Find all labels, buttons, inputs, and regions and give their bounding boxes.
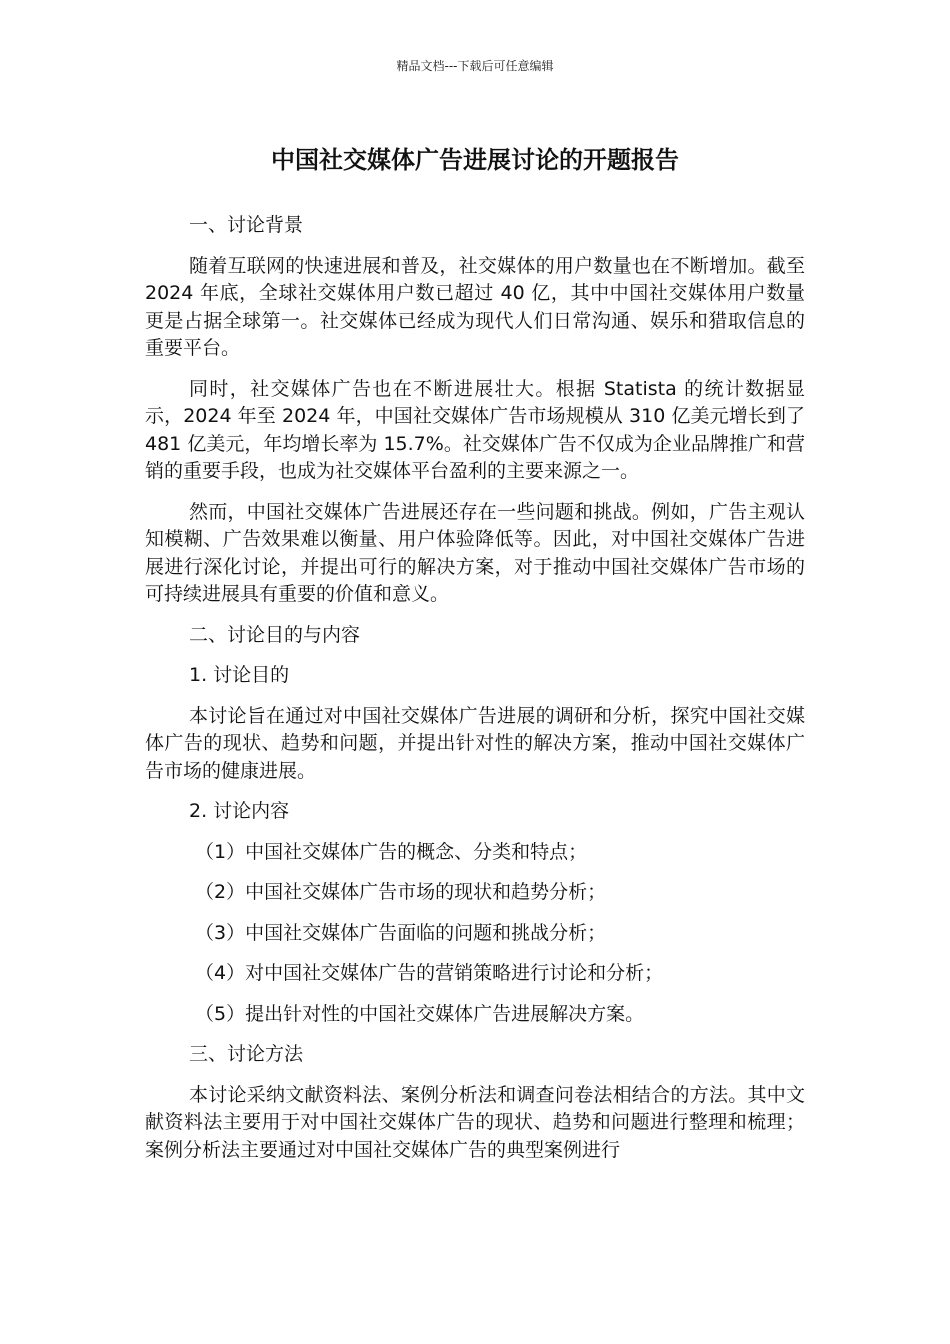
section-heading-methods: 三、讨论方法 xyxy=(189,1043,304,1065)
page-header-note: 精品文档---下载后可任意编辑 xyxy=(396,59,554,73)
paragraph-methods: 本讨论采纳文献资料法、案例分析法和调查问卷法相结合的方法。其中文献资料法主要用于对中国社交媒体广告的现状、趋势和问题进行整理和梳理；案例分析法主要通过对中国社交媒体广告的典型案例进行 xyxy=(145,1083,805,1161)
paragraph-background-1: 随着互联网的快速进展和普及，社交媒体的用户数量也在不断增加。截至 2024 年底，全球社交媒体用户数已超过 40 亿，其中中国社交媒体用户数量更是占据全球第一。社交媒体已经成为现代人们日常沟通、娱乐和猎取信息的重要平台。 xyxy=(145,254,805,359)
paragraph-purpose: 本讨论旨在通过对中国社交媒体广告进展的调研和分析，探究中国社交媒体广告的现状、趋势和问题，并提出针对性的解决方案，推动中国社交媒体广告市场的健康进展。 xyxy=(145,704,805,782)
document-body xyxy=(145,212,805,1177)
list-item: （5）提出针对性的中国社交媒体广告进展解决方案。 xyxy=(195,1002,645,1025)
list-item: （3）中国社交媒体广告面临的问题和挑战分析； xyxy=(195,921,607,944)
list-item: （1）中国社交媒体广告的概念、分类和特点； xyxy=(195,840,588,863)
subheading-purpose: 1. 讨论目的 xyxy=(189,664,290,686)
section-heading-background: 一、讨论背景 xyxy=(189,214,304,236)
section-heading-purpose-content: 二、讨论目的与内容 xyxy=(189,623,361,646)
document-title: 中国社交媒体广告进展讨论的开题报告 xyxy=(271,146,679,174)
list-item: （4）对中国社交媒体广告的营销策略进行讨论和分析； xyxy=(195,962,664,984)
subheading-content: 2. 讨论内容 xyxy=(189,800,290,822)
paragraph-background-3: 然而，中国社交媒体广告进展还存在一些问题和挑战。例如，广告主观认知模糊、广告效果难以衡量、用户体验降低等。因此，对中国社交媒体广告进展进行深化讨论，并提出可行的解决方案，对于推动中国社交媒体广告市场的可持续进展具有重要的价值和意义。 xyxy=(145,500,805,605)
paragraph-background-2: 同时，社交媒体广告也在不断进展壮大。根据 Statista 的统计数据显示，2024 年至 2024 年，中国社交媒体广告市场规模从 310 亿美元增长到了 481 亿美元，年均增长率为 15.7%。社交媒体广告不仅成为企业品牌推广和营销的重要手段，也成为社交媒体平台盈利的主要来源之一。 xyxy=(145,377,805,482)
list-item: （2）中国社交媒体广告市场的现状和趋势分析； xyxy=(195,881,607,903)
